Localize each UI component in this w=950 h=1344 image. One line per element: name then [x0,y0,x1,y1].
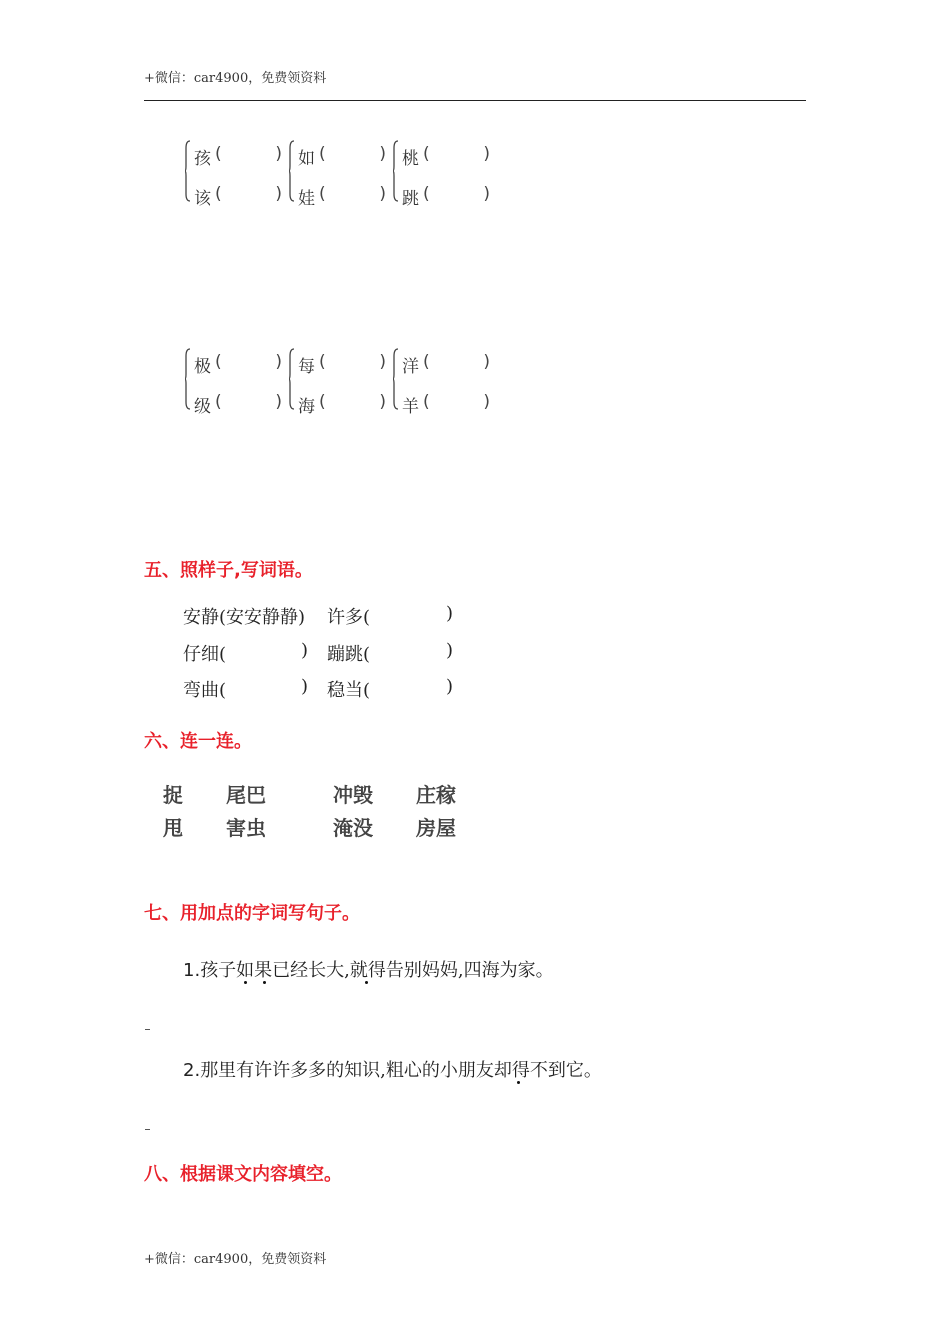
char: 如 [298,149,315,169]
paren-open: ( [423,392,430,412]
sentence-text: 那里有许许多多的知识,粗心的小朋友却得不到它。 [200,1060,602,1081]
connect-verb: 冲毁 [333,783,373,807]
section-5-title: 五、照样子,写词语。 [144,560,313,581]
brace-icon [185,140,191,202]
paren-close: ) [483,392,490,412]
bracket-row-top [298,144,390,168]
char: 洋 [402,357,419,377]
bracket-row-bottom [402,392,494,416]
paren-close: ) [483,184,490,204]
word-row-1 [183,603,483,629]
word-item: 弯曲( [183,680,227,701]
paren-open: ( [423,352,430,372]
paren-open: ( [423,184,430,204]
char: 桃 [402,149,419,169]
emphasis-dot [365,981,368,984]
connect-verb: 捉 [163,783,183,807]
char: 该 [194,189,211,209]
word-item: 蹦跳( [327,644,371,665]
char: 海 [298,397,315,417]
paren-close: ) [483,144,490,164]
sentence-1 [183,956,554,982]
paren-close: ) [379,352,386,372]
paren-open: ( [215,352,222,372]
sentence-2 [183,1056,602,1082]
header-note: +微信：car4900，免费领资料 [144,71,327,86]
bracket-group-6 [393,348,493,418]
brace-icon [289,348,295,410]
paren-open: ( [319,392,326,412]
paren-close: ) [446,640,454,661]
char: 羊 [402,397,419,417]
char: 级 [194,397,211,417]
section-7-title: 七、用加点的字词写句子。 [144,903,360,924]
brace-icon [393,140,399,202]
paren-open: ( [319,144,326,164]
connect-noun: 尾巴 [226,783,266,807]
header-divider [144,100,806,101]
paren-close: ) [379,144,386,164]
sentence-number: 1. [183,960,201,981]
sentence-number: 2. [183,1060,201,1081]
char: 跳 [402,189,419,209]
connect-verb: 淹没 [333,816,373,840]
paren-open: ( [423,144,430,164]
paren-close: ) [301,640,309,661]
emphasis-dot [517,1081,520,1084]
paren-open: ( [319,184,326,204]
bracket-group-5 [289,348,389,418]
word-item: 许多( [327,607,371,628]
answer-line-mark [145,1029,150,1030]
paren-close: ) [379,184,386,204]
paren-close: ) [446,676,454,697]
paren-close: ) [275,352,282,372]
word-item: 稳当( [327,680,371,701]
connect-noun: 房屋 [416,816,456,840]
paren-open: ( [215,144,222,164]
paren-close: ) [379,392,386,412]
bracket-row-top [194,144,286,168]
bracket-row-bottom [194,392,286,416]
bracket-row-top [194,352,286,376]
connect-verb: 甩 [163,816,183,840]
bracket-row-top [298,352,390,376]
paren-close: ) [483,352,490,372]
answer-line-mark [145,1129,150,1130]
emphasis-dot [244,981,247,984]
paren-open: ( [215,184,222,204]
paren-close: ) [275,144,282,164]
bracket-group-2 [289,140,389,210]
paren-close: ) [446,603,454,624]
paren-close: ) [275,392,282,412]
bracket-row-bottom [298,184,390,208]
sentence-text: 孩子如果已经长大,就得告别妈妈,四海为家。 [200,960,554,981]
bracket-row-bottom [298,392,390,416]
footer-note: +微信：car4900，免费领资料 [144,1252,327,1267]
char: 娃 [298,189,315,209]
bracket-row-bottom [402,184,494,208]
paren-close: ) [301,676,309,697]
bracket-row-bottom [194,184,286,208]
paren-open: ( [319,352,326,372]
brace-icon [393,348,399,410]
char: 每 [298,357,315,377]
bracket-group-1 [185,140,285,210]
char: 极 [194,357,211,377]
connect-noun: 庄稼 [416,783,456,807]
word-row-2 [183,640,483,666]
brace-icon [185,348,191,410]
brace-icon [289,140,295,202]
bracket-group-3 [393,140,493,210]
section-6-title: 六、连一连。 [144,731,252,752]
word-row-3 [183,676,483,702]
emphasis-dot [263,981,266,984]
paren-close: ) [275,184,282,204]
paren-open: ( [215,392,222,412]
char: 孩 [194,149,211,169]
bracket-row-top [402,144,494,168]
connect-noun: 害虫 [226,816,266,840]
bracket-group-4 [185,348,285,418]
bracket-row-top [402,352,494,376]
word-item: 仔细( [183,644,227,665]
section-8-title: 八、根据课文内容填空。 [144,1164,342,1185]
example-word: 安静(安安静静) [183,607,306,628]
